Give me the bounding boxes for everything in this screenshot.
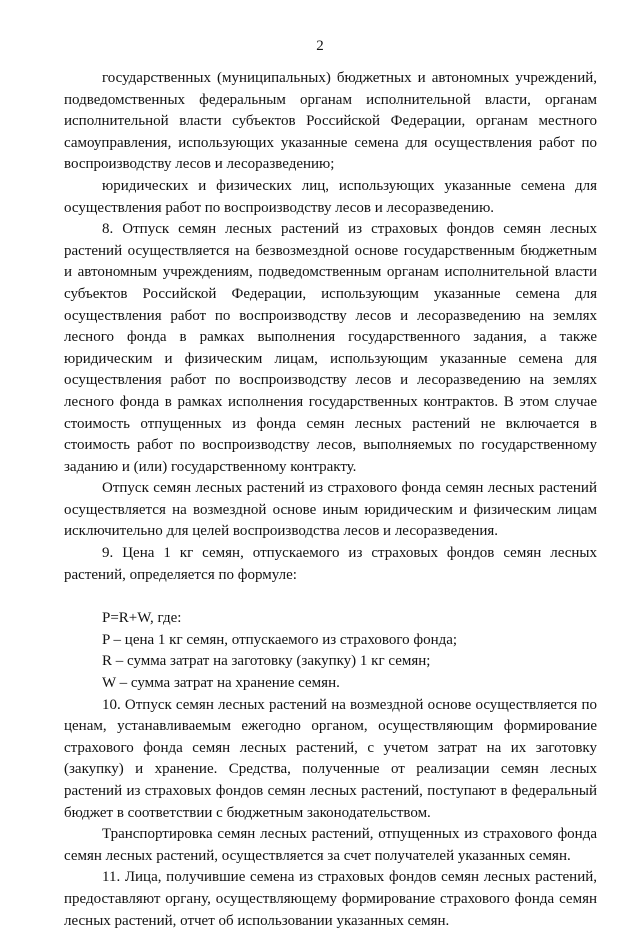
formula-definition-w: W – сумма затрат на хранение семян. [102, 675, 340, 692]
paragraph-clause-8: 8. Отпуск семян лесных растений из страховых фондов семян лесных растений осуществляется на безвозмездной основе государственным бюджетным и автономным учреждениям, подведомственным органам исполнительной власти субъектов Российской Федерации, использующим указанные семена для осуществления работ по воспроизводству лесов и лесоразведению на землях лесного фонда в рамках выполнения государственного задания, а также юридическим и физическим лицам, использующим указанные семена для осуществления работ по воспроизводству лесов и лесоразведению на землях лесного фонда в рамках исполнения государственных контрактов. В этом случае стоимость отпущенных из фонда семян лесных растений не включается в стоимость работ по воспроизводству лесов, выполняемых по государственному заданию и (или) государственному контракту. [64, 221, 597, 475]
paragraph-institutions: государственных (муниципальных) бюджетных и автономных учреждений, подведомственных федеральным органам исполнительной власти, органам исполнительной власти субъектов Российской Федерации, органам местного самоуправления, использующих указанные семена для осуществления работ по воспроизводству лесов и лесоразведению; [64, 70, 597, 173]
paragraph-clause-10: 10. Отпуск семян лесных растений на возмездной основе осуществляется по ценам, устанавливаемым ежегодно органом, осуществляющим формирование страхового фонда семян лесных растений, с учетом затрат на их заготовку (закупку) и хранение. Средства, полученные от реализации семян лесных растений из страховых фондов семян лесных растений, поступают в федеральный бюджет в соответствии с бюджетным законодательством. [64, 696, 597, 821]
paragraph-transport: Транспортировка семян лесных растений, отпущенных из страхового фонда семян лесных растений, осуществляется за счет получателей указанных семян. [64, 826, 597, 864]
paragraph-legal-entities: юридических и физических лиц, использующих указанные семена для осуществления работ по воспроизводству лесов и лесоразведению. [64, 177, 597, 216]
formula-definition-r: R – сумма затрат на заготовку (закупку) 1 кг семян; [102, 653, 431, 670]
formula-definition-p: P – цена 1 кг семян, отпускаемого из страхового фонда; [102, 631, 458, 648]
paragraph-clause-11: 11. Лица, получившие семена из страховых фондов семян лесных растений, предоставляют органу, осуществляющему формирование страхового фонда семян лесных растений, отчет об использовании указанных семян. [64, 869, 597, 929]
formula-equation: P=R+W, где: [102, 610, 182, 627]
page-number: 2 [316, 38, 324, 54]
document-body [64, 68, 597, 932]
formula-block [64, 608, 597, 694]
paragraph-paid-release: Отпуск семян лесных растений из страхового фонда семян лесных растений осуществляется на возмездной основе иным юридическим и физическим лицам исключительно для целей воспроизводства лесов и лесоразведения. [64, 480, 597, 540]
paragraph-clause-9: 9. Цена 1 кг семян, отпускаемого из страховых фондов семян лесных растений, определяется по формуле: [64, 545, 597, 583]
